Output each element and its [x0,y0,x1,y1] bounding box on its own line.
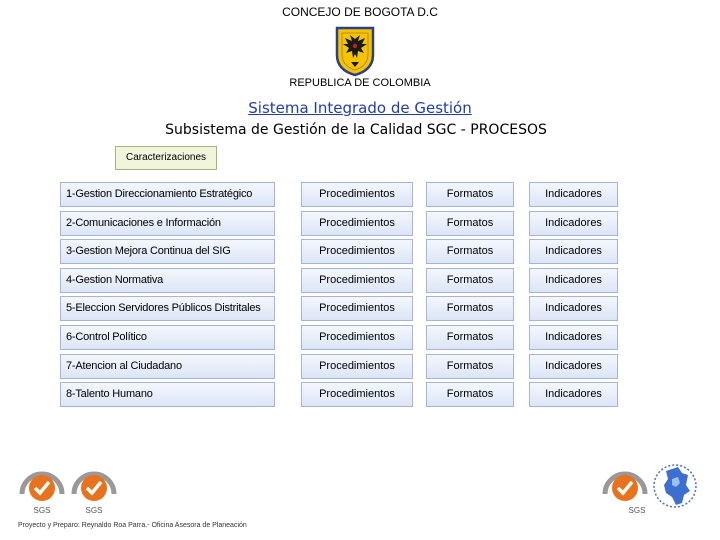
council-name: CONCEJO DE BOGOTA D.C [282,5,438,19]
indicators-button[interactable]: Indicadores [529,182,618,207]
process-row [60,182,618,208]
coat-of-arms-icon [333,25,377,77]
formats-button[interactable]: Formatos [426,296,514,321]
procedures-button[interactable]: Procedimientos [301,239,413,264]
subsystem-title: Subsistema de Gestión de la Calidad SGC - PROCESOS [165,122,547,138]
indicators-button[interactable]: Indicadores [529,268,618,293]
process-name-button[interactable]: 7-Atencion al Ciudadano [60,354,275,379]
process-name-button[interactable]: 5-Eleccion Servidores Públicos Distritales [60,296,275,321]
process-name-button[interactable]: 3-Gestion Mejora Continua del SIG [60,239,275,264]
indicators-button[interactable]: Indicadores [529,354,618,379]
procedures-button[interactable]: Procedimientos [301,268,413,293]
formats-button[interactable]: Formatos [426,239,514,264]
procedures-button[interactable]: Procedimientos [301,382,413,407]
formats-button[interactable]: Formatos [426,354,514,379]
process-name-button[interactable]: 2-Comunicaciones e Información [60,211,275,236]
process-row [60,296,618,322]
process-row [60,325,618,351]
sgs-label: SGS [33,506,51,515]
process-row [60,211,618,237]
process-name-button[interactable]: 8-Talento Humano [60,382,275,407]
formats-button[interactable]: Formatos [426,268,514,293]
process-row [60,268,618,294]
formats-button[interactable]: Formatos [426,211,514,236]
caracterizaciones-button[interactable]: Caracterizaciones [115,146,217,170]
procedures-button[interactable]: Procedimientos [301,325,413,350]
credit-text: Proyecto y Preparo: Reynaldo Roa Parra.- Oficina Asesora de Planeación [18,522,247,529]
sgs-certification-seal-icon [66,460,122,516]
process-name-button[interactable]: 1-Gestion Direccionamiento Estratégico [60,182,275,207]
procedures-button[interactable]: Procedimientos [301,354,413,379]
process-name-button[interactable]: 6-Control Político [60,325,275,350]
process-name-button[interactable]: 4-Gestion Normativa [60,268,275,293]
indicators-button[interactable]: Indicadores [529,211,618,236]
process-table [60,182,618,411]
system-title-link[interactable]: Sistema Integrado de Gestión [248,99,472,117]
republic-name: REPUBLICA DE COLOMBIA [289,77,431,89]
procedures-button[interactable]: Procedimientos [301,211,413,236]
sgs-label: SGS [85,506,103,515]
formats-button[interactable]: Formatos [426,382,514,407]
formats-button[interactable]: Formatos [426,182,514,207]
indicators-button[interactable]: Indicadores [529,239,618,264]
sgs-certification-seal-icon [14,460,70,516]
indicators-button[interactable]: Indicadores [529,382,618,407]
process-row [60,382,618,408]
indicators-button[interactable]: Indicadores [529,296,618,321]
process-row [60,354,618,380]
colombia-map-icon [652,461,698,511]
process-row [60,239,618,265]
procedures-button[interactable]: Procedimientos [301,182,413,207]
formats-button[interactable]: Formatos [426,325,514,350]
indicators-button[interactable]: Indicadores [529,325,618,350]
sgs-certification-seal-icon [597,460,653,516]
procedures-button[interactable]: Procedimientos [301,296,413,321]
sgs-label: SGS [628,506,646,515]
